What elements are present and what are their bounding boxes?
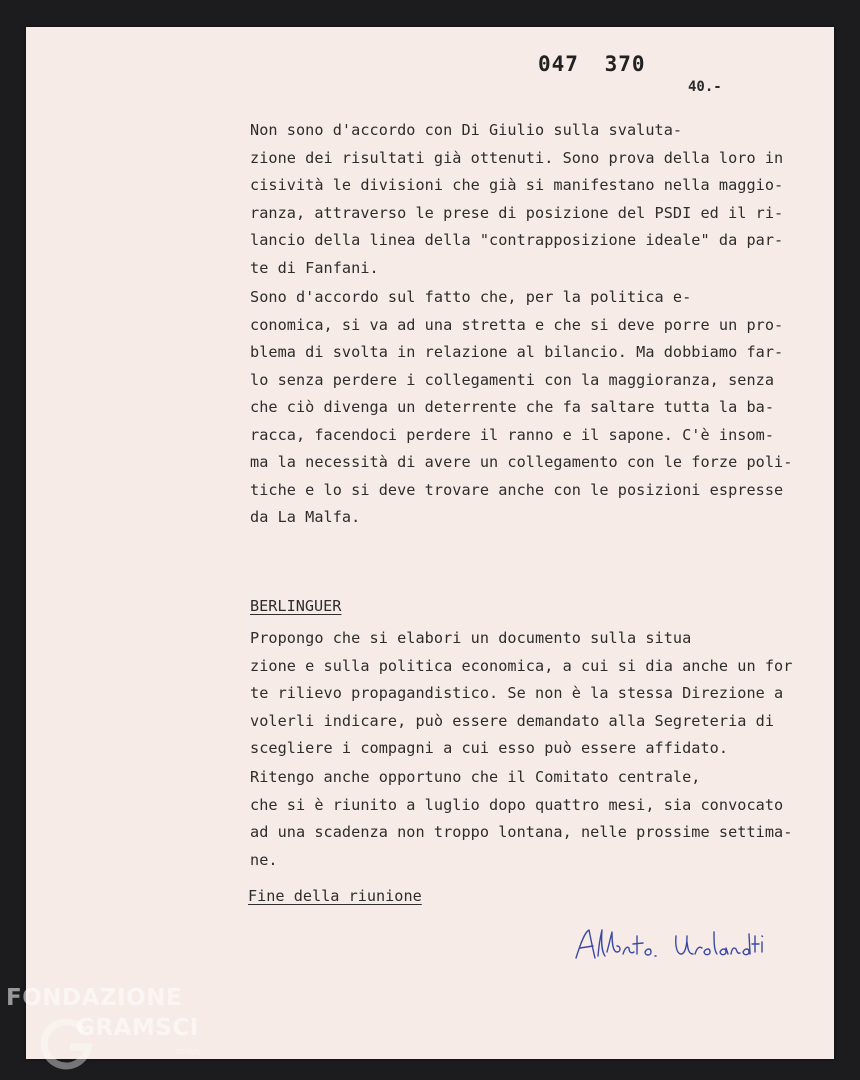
closing-line: Fine della riunione — [248, 887, 422, 905]
watermark-line-2: GRAMSCI — [76, 1015, 199, 1041]
speaker-heading: BERLINGUER — [250, 597, 342, 615]
handwritten-signature — [571, 922, 811, 972]
paragraph-3: Propongo che si elabori un documento sulla situa zione e sulla politica economica, a cui si dia anche un for te rilievo propagandistico. Se non è la stessa Direzione a volerli indicare, può essere demandato alla Segreteria di scegliere i compagni a cui esso può essere affidato. — [250, 629, 793, 757]
watermark-line-1: FONDAZIONE — [6, 985, 183, 1011]
document-number: 047 370 — [538, 52, 646, 76]
paragraph-4: Ritengo anche opportuno che il Comitato centrale, che si è riunito a luglio dopo quattro mesi, sia convocato ad una scadenza non troppo lontana, nelle prossime settima- ne. — [250, 768, 793, 869]
paragraph-2: Sono d'accordo sul fatto che, per la politica e- conomica, si va ad una stretta e che si deve porre un pro- blema di svolta in relazione al bilancio. Ma dobbiamo far- lo senza perdere i collegamenti con la maggioranza, senza che ciò divenga un deterrente che fa saltare tutta la ba- racca, facendoci perdere il ranno e il sapone. C'è insom- ma la necessità di avere un collegamento con le forze poli- tiche e lo si deve trovare anche con le posizioni espresse da La Malfa. — [250, 288, 793, 526]
paragraph-1: Non sono d'accordo con Di Giulio sulla svaluta- zione dei risultati già ottenuti. Sono prova della loro in cisività le divisioni che già si manifestano nella maggio- ranza, attraverso le prese di posizione del PSDI ed il ri- lancio della linea della "contrapposizione ideale" da par- te di Fanfani. — [250, 121, 784, 277]
watermark-suffix: onlus — [176, 1047, 201, 1057]
fondazione-gramsci-watermark — [6, 985, 216, 1075]
page-number: 40.- — [688, 79, 722, 95]
document-page — [26, 27, 834, 1059]
